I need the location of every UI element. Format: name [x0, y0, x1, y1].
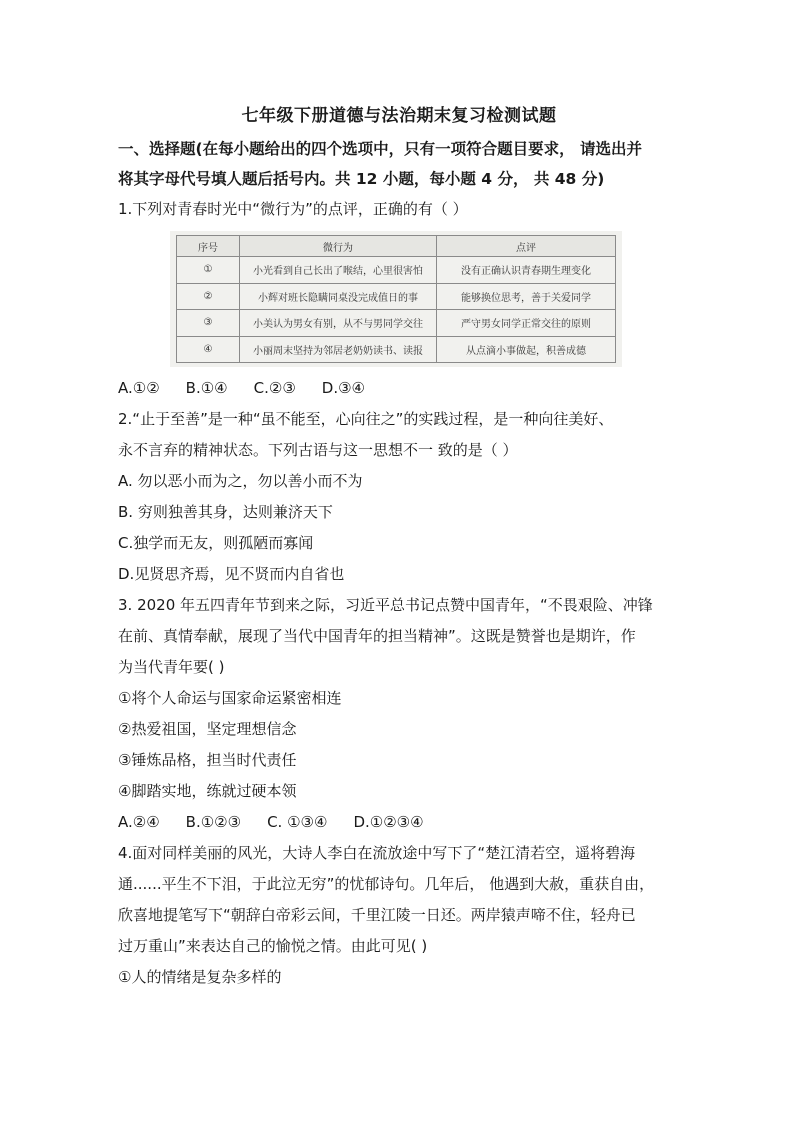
question-4-stem-line-2: 通......平生不下泪，于此泣无穷”的忧郁诗句。几年后， 他遇到大赦，重获自由， — [118, 875, 655, 893]
option-b: B.①④ — [185, 379, 228, 397]
question-1-table-image — [170, 231, 622, 367]
table-cell: 小美认为男女有别，从不与男同学交往 — [240, 310, 437, 337]
question-3-stem-line-1: 3. 2020 年五四青年节到来之际，习近平总书记点赞中国青年，“不畏艰险、冲锋 — [118, 596, 653, 614]
question-4-stem-line-3: 欣喜地提笔写下“朝辞白帝彩云间，千里江陵一日还。两岸猿声啼不住，轻舟已 — [118, 906, 636, 924]
question-1-stem: 1.下列对青春时光中“微行为”的点评，正确的有（ ） — [118, 200, 468, 218]
table-header-comment: 点评 — [437, 236, 616, 257]
table-cell: ③ — [177, 310, 240, 337]
question-1-table — [176, 235, 616, 363]
option-a: A.①② — [118, 379, 160, 397]
question-2-option-c: C.独学而无友，则孤陋而寡闻 — [118, 534, 314, 552]
option-d: D.③④ — [321, 379, 365, 397]
table-cell: ① — [177, 257, 240, 284]
table-header-row — [177, 236, 616, 257]
table-cell: 没有正确认识青春期生理变化 — [437, 257, 616, 284]
question-3-item-4: ④脚踏实地，练就过硬本领 — [118, 782, 297, 800]
question-1-options — [118, 373, 680, 404]
question-3-item-1: ①将个人命运与国家命运紧密相连 — [118, 689, 342, 707]
table-row — [177, 257, 616, 284]
option-c: C.②③ — [253, 379, 296, 397]
question-3-stem-line-2: 在前、真情奉献，展现了当代中国青年的担当精神”。这既是赞誉也是期许，作 — [118, 627, 636, 645]
question-2-option-d: D.见贤思齐焉，见不贤而内自省也 — [118, 565, 345, 583]
question-2-option-b: B. 穷则独善其身，达则兼济天下 — [118, 503, 333, 521]
question-4-stem-line-4: 过万重山”来表达自己的愉悦之情。由此可见( ) — [118, 937, 428, 955]
question-2-option-a: A. 勿以恶小而为之，勿以善小而不为 — [118, 472, 363, 490]
table-header-index: 序号 — [177, 236, 240, 257]
question-3-options — [118, 807, 680, 838]
table-cell: 小辉对班长隐瞒同桌没完成值日的事 — [240, 283, 437, 310]
question-3-item-2: ②热爱祖国，坚定理想信念 — [118, 720, 297, 738]
table-row — [177, 283, 616, 310]
table-cell: ④ — [177, 336, 240, 363]
table-cell: ② — [177, 283, 240, 310]
question-2-stem-line-1: 2.“止于至善”是一种“虽不能至，心向往之”的实践过程，是一种向往美好、 — [118, 410, 614, 428]
question-3-stem-line-3: 为当代青年要( ) — [118, 658, 225, 676]
table-row — [177, 336, 616, 363]
option-c: C. ①③④ — [267, 813, 328, 831]
question-3-item-3: ③锤炼品格，担当时代责任 — [118, 751, 297, 769]
table-header-behavior: 微行为 — [240, 236, 437, 257]
table-cell: 小光看到自己长出了喉结，心里很害怕 — [240, 257, 437, 284]
section-heading-line-1: 一、选择题(在每小题给出的四个选项中，只有一项符合题目要求， 请选出并 — [118, 140, 642, 158]
table-cell: 能够换位思考，善于关爱同学 — [437, 283, 616, 310]
exam-page — [118, 102, 680, 993]
question-2-stem-line-2: 永不言弃的精神状态。下列古语与这一思想不一 致的是（ ） — [118, 441, 518, 459]
section-heading-line-2: 将其字母代号填人题后括号内。共 12 小题，每小题 4 分， 共 48 分) — [118, 170, 605, 188]
question-4-item-1: ①人的情绪是复杂多样的 — [118, 968, 282, 986]
table-row — [177, 310, 616, 337]
option-d: D.①②③④ — [353, 813, 424, 831]
option-b: B.①②③ — [185, 813, 242, 831]
question-4-stem-line-1: 4.面对同样美丽的风光，大诗人李白在流放途中写下了“楚江清若空，遥将碧海 — [118, 844, 636, 862]
option-a: A.②④ — [118, 813, 160, 831]
page-title: 七年级下册道德与法治期末复习检测试题 — [241, 106, 557, 126]
table-cell: 从点滴小事做起，积善成德 — [437, 336, 616, 363]
table-cell: 严守男女同学正常交往的原则 — [437, 310, 616, 337]
table-cell: 小丽周末坚持为邻居老奶奶读书、读报 — [240, 336, 437, 363]
